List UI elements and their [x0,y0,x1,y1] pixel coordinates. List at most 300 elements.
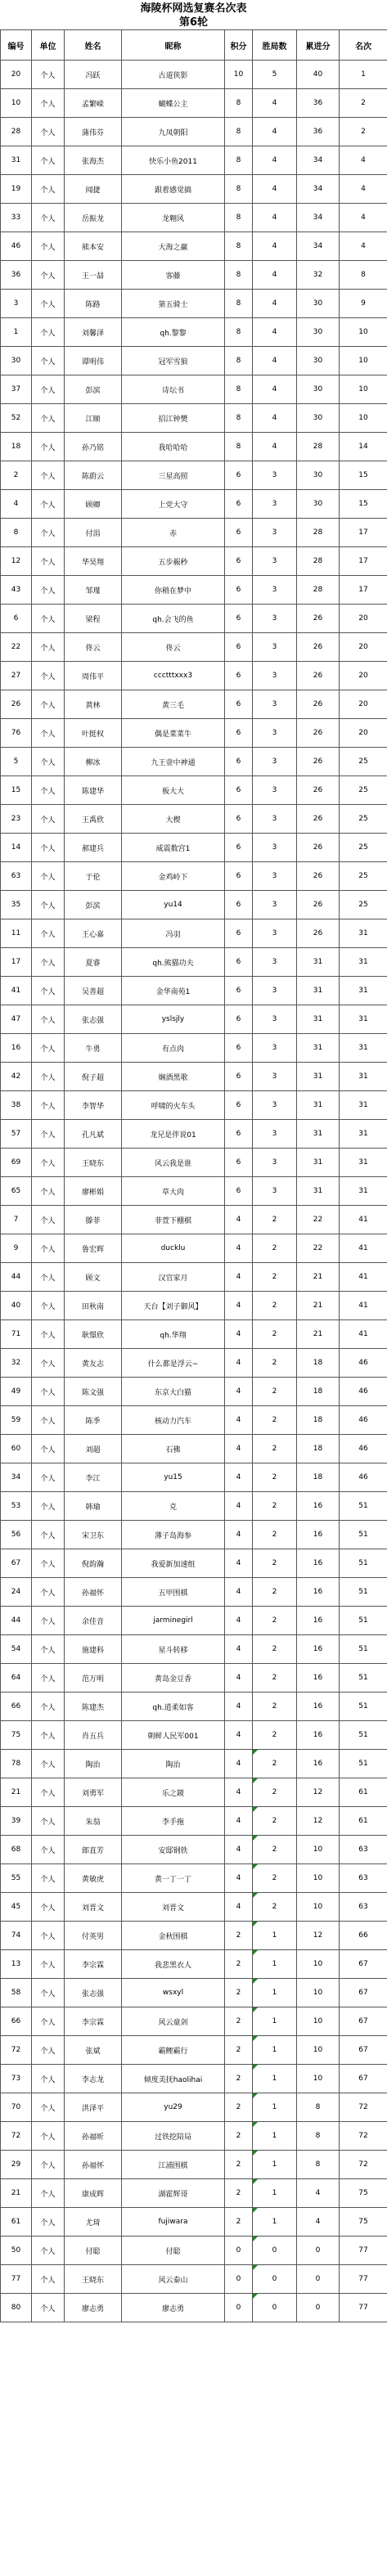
cell-id: 2 [1,461,32,490]
cell-rank: 15 [340,461,387,490]
cell-name: 梁程 [65,605,122,633]
cell-unit: 个人 [32,175,65,204]
cell-cumulative: 30 [297,375,340,404]
table-row [1,2294,387,2322]
cell-rank: 20 [340,605,387,633]
table-row [1,2065,387,2093]
cell-points: 6 [225,948,253,977]
cell-rank: 31 [340,1005,387,1034]
cell-points: 6 [225,862,253,891]
cell-wins: 3 [253,805,297,834]
cell-wins: 2 [253,1378,297,1406]
cell-unit: 个人 [32,776,65,805]
cell-points: 6 [225,748,253,776]
cell-points: 4 [225,1750,253,1778]
cell-rank: 41 [340,1320,387,1349]
cell-rank: 51 [340,1549,387,1578]
cell-nickname: 风云童剑 [122,2007,225,2036]
cell-rank: 4 [340,232,387,261]
cell-wins: 4 [253,146,297,175]
cell-id: 61 [1,2208,32,2237]
cell-id: 5 [1,748,32,776]
cell-nickname: 冯羽 [122,919,225,948]
cell-cumulative: 16 [297,1578,340,1607]
cell-wins: 1 [253,2151,297,2179]
table-row [1,290,387,318]
cell-nickname: wsxyl [122,1979,225,2007]
cell-id: 26 [1,690,32,719]
cell-id: 1 [1,318,32,347]
cell-points: 4 [225,1893,253,1922]
cell-rank: 41 [340,1263,387,1292]
cell-id: 27 [1,662,32,690]
cell-id: 54 [1,1635,32,1664]
cell-wins: 3 [253,576,297,605]
cell-rank: 75 [340,2208,387,2237]
table-row [1,662,387,690]
round-subtitle: 第6轮 [178,16,209,29]
cell-unit: 个人 [32,1778,65,1807]
cell-id: 33 [1,204,32,232]
cell-cumulative: 0 [297,2294,340,2322]
cell-name: 陶治 [65,1750,122,1778]
cell-cumulative: 26 [297,891,340,919]
cell-unit: 个人 [32,519,65,547]
cell-cumulative: 26 [297,748,340,776]
cell-points: 4 [225,1693,253,1721]
cell-name: 康成辉 [65,2179,122,2208]
cell-cumulative: 16 [297,1549,340,1578]
cell-unit: 个人 [32,1950,65,1979]
cell-points: 4 [225,1836,253,1864]
cell-name: 付英男 [65,1922,122,1950]
table-row [1,977,387,1005]
cell-id: 41 [1,977,32,1005]
cell-cumulative: 32 [297,261,340,290]
cell-points: 4 [225,1549,253,1578]
col-header-nickname: 昵称 [122,30,225,61]
cell-wins: 4 [253,404,297,433]
cell-wins: 5 [253,61,297,89]
table-row [1,1950,387,1979]
cell-nickname: 冠军雪狼 [122,347,225,375]
table-row [1,719,387,748]
table-row [1,118,387,146]
cell-points: 2 [225,2208,253,2237]
cell-id: 50 [1,2237,32,2265]
cell-points: 6 [225,1091,253,1120]
cell-points: 4 [225,1521,253,1549]
cell-name: 鲁宏辉 [65,1234,122,1263]
cell-cumulative: 18 [297,1435,340,1463]
cell-unit: 个人 [32,1149,65,1177]
cell-cumulative: 10 [297,2065,340,2093]
cell-wins: 2 [253,1320,297,1349]
cell-unit: 个人 [32,2179,65,2208]
cell-id: 58 [1,1979,32,2007]
cell-rank: 25 [340,891,387,919]
cell-unit: 个人 [32,404,65,433]
cell-name: 谭明伟 [65,347,122,375]
cell-nickname: 黄三毛 [122,690,225,719]
cell-points: 8 [225,146,253,175]
cell-points: 6 [225,1149,253,1177]
col-header-id: 编号 [1,30,32,61]
cell-name: 倪子超 [65,1063,122,1091]
cell-name: 王心嘉 [65,919,122,948]
table-row [1,1549,387,1578]
cell-unit: 个人 [32,662,65,690]
cell-cumulative: 10 [297,2036,340,2065]
cell-cumulative: 16 [297,1664,340,1693]
cell-wins: 3 [253,461,297,490]
cell-wins: 3 [253,719,297,748]
cell-id: 75 [1,1721,32,1750]
cell-wins: 3 [253,919,297,948]
cell-nickname: 星斗转移 [122,1635,225,1664]
cell-unit: 个人 [32,1435,65,1463]
cell-id: 70 [1,2093,32,2122]
cell-rank: 8 [340,261,387,290]
cell-wins: 3 [253,748,297,776]
cell-unit: 个人 [32,547,65,576]
cell-id: 30 [1,347,32,375]
cell-nickname: 风云泰山 [122,2265,225,2294]
cell-wins: 2 [253,1234,297,1263]
cell-id: 52 [1,404,32,433]
cell-name: 孙福昕 [65,2122,122,2151]
cell-nickname: yslsjly [122,1005,225,1034]
cell-nickname: 汉官家月 [122,1263,225,1292]
cell-rank: 31 [340,948,387,977]
table-row [1,1149,387,1177]
cell-id: 44 [1,1607,32,1635]
cell-cumulative: 10 [297,1950,340,1979]
cell-id: 34 [1,1463,32,1492]
cell-id: 3 [1,290,32,318]
table-row [1,1664,387,1693]
cell-unit: 个人 [32,633,65,662]
cell-wins: 2 [253,1549,297,1578]
cell-id: 47 [1,1005,32,1034]
cell-points: 8 [225,204,253,232]
cell-points: 8 [225,318,253,347]
cell-unit: 个人 [32,1549,65,1578]
cell-unit: 个人 [32,1721,65,1750]
cell-id: 10 [1,89,32,118]
cell-id: 19 [1,175,32,204]
table-row [1,1721,387,1750]
cell-nickname: 佟云 [122,633,225,662]
table-row [1,862,387,891]
cell-name: 孙乃铭 [65,433,122,461]
cell-cumulative: 31 [297,1063,340,1091]
cell-unit: 个人 [32,1492,65,1521]
cell-points: 6 [225,977,253,1005]
cell-nickname: 乐之鏡 [122,1778,225,1807]
cell-rank: 51 [340,1578,387,1607]
cell-rank: 17 [340,519,387,547]
cell-id: 35 [1,891,32,919]
col-header-points: 积分 [225,30,253,61]
cell-cumulative: 16 [297,1492,340,1521]
cell-wins: 1 [253,2093,297,2122]
cell-id: 64 [1,1664,32,1693]
cell-wins: 2 [253,1836,297,1864]
table-row [1,2151,387,2179]
cell-nickname: 娴酒黑歌 [122,1063,225,1091]
cell-points: 4 [225,1463,253,1492]
table-row [1,404,387,433]
cell-id: 69 [1,1149,32,1177]
cell-nickname: 我爱新加速组 [122,1549,225,1578]
cell-wins: 2 [253,1206,297,1234]
cell-rank: 15 [340,490,387,519]
cell-nickname: 有点肉 [122,1034,225,1063]
ranking-table [0,29,387,2322]
table-row [1,2237,387,2265]
cell-points: 0 [225,2237,253,2265]
cell-id: 80 [1,2294,32,2322]
cell-nickname: ccctttxxx3 [122,662,225,690]
cell-name: 黄敏虎 [65,1864,122,1893]
cell-cumulative: 18 [297,1349,340,1378]
cell-id: 28 [1,118,32,146]
table-row [1,1693,387,1721]
cell-unit: 个人 [32,89,65,118]
cell-name: 陈建华 [65,776,122,805]
cell-rank: 25 [340,748,387,776]
cell-points: 2 [225,2036,253,2065]
cell-cumulative: 8 [297,2093,340,2122]
cell-nickname: 陶治 [122,1750,225,1778]
cell-nickname: 石佛 [122,1435,225,1463]
cell-id: 6 [1,605,32,633]
cell-id: 17 [1,948,32,977]
cell-unit: 个人 [32,919,65,948]
cell-id: 8 [1,519,32,547]
table-row [1,919,387,948]
cell-points: 4 [225,1635,253,1664]
cell-nickname: 湖霍辉哥 [122,2179,225,2208]
cell-cumulative: 30 [297,461,340,490]
cell-name: 李宗霖 [65,1950,122,1979]
cell-nickname: qh.黎黎 [122,318,225,347]
table-row [1,519,387,547]
table-row [1,318,387,347]
cell-wins: 3 [253,1120,297,1149]
cell-cumulative: 31 [297,1091,340,1120]
cell-nickname: 倾度美抚haolihai [122,2065,225,2093]
table-row [1,1492,387,1521]
table-row [1,834,387,862]
cell-wins: 2 [253,1607,297,1635]
cell-unit: 个人 [32,204,65,232]
cell-id: 18 [1,433,32,461]
cell-unit: 个人 [32,61,65,89]
cell-cumulative: 4 [297,2208,340,2237]
cell-cumulative: 18 [297,1463,340,1492]
cell-points: 2 [225,2093,253,2122]
cell-nickname: 黄一丁一丁 [122,1864,225,1893]
cell-id: 43 [1,576,32,605]
cell-rank: 63 [340,1864,387,1893]
cell-nickname: 赤 [122,519,225,547]
cell-wins: 2 [253,1693,297,1721]
cell-rank: 10 [340,404,387,433]
cell-cumulative: 28 [297,547,340,576]
table-row [1,1578,387,1607]
cell-unit: 个人 [32,977,65,1005]
cell-name: 朱翁 [65,1807,122,1836]
col-header-rank: 名次 [340,30,387,61]
cell-unit: 个人 [32,2265,65,2294]
cell-name: 李江 [65,1463,122,1492]
cell-rank: 51 [340,1664,387,1693]
cell-rank: 46 [340,1378,387,1406]
cell-cumulative: 16 [297,1750,340,1778]
cell-unit: 个人 [32,1607,65,1635]
cell-unit: 个人 [32,290,65,318]
cell-id: 53 [1,1492,32,1521]
cell-id: 4 [1,490,32,519]
table-row [1,748,387,776]
cell-nickname: 菲萱下棚棋 [122,1206,225,1234]
page-title: 海陵杯网选复赛名次表 [140,2,247,15]
cell-name: 刘超 [65,1435,122,1463]
cell-cumulative: 26 [297,805,340,834]
cell-cumulative: 10 [297,1864,340,1893]
cell-unit: 个人 [32,261,65,290]
cell-rank: 20 [340,690,387,719]
cell-rank: 72 [340,2151,387,2179]
cell-wins: 1 [253,2036,297,2065]
cell-cumulative: 12 [297,1922,340,1950]
cell-name: 张志强 [65,1979,122,2007]
cell-name: 付聪 [65,2237,122,2265]
cell-id: 78 [1,1750,32,1778]
table-row [1,175,387,204]
cell-rank: 67 [340,1979,387,2007]
cell-rank: 41 [340,1292,387,1320]
cell-nickname: 威震数宫1 [122,834,225,862]
cell-points: 4 [225,1778,253,1807]
cell-unit: 个人 [32,347,65,375]
cell-cumulative: 34 [297,175,340,204]
cell-cumulative: 26 [297,776,340,805]
cell-points: 6 [225,805,253,834]
cell-rank: 46 [340,1463,387,1492]
table-row [1,1807,387,1836]
cell-nickname: 九凤朝阳 [122,118,225,146]
cell-wins: 3 [253,1063,297,1091]
cell-nickname: 诗坛书 [122,375,225,404]
cell-cumulative: 28 [297,576,340,605]
cell-id: 7 [1,1206,32,1234]
cell-points: 2 [225,2007,253,2036]
cell-wins: 1 [253,1950,297,1979]
cell-id: 56 [1,1521,32,1549]
cell-name: 岳振龙 [65,204,122,232]
cell-rank: 75 [340,2179,387,2208]
cell-wins: 2 [253,1578,297,1607]
table-row [1,347,387,375]
cell-nickname: 克 [122,1492,225,1521]
cell-id: 12 [1,547,32,576]
cell-nickname: 第五骑士 [122,290,225,318]
cell-name: 江顺 [65,404,122,433]
cell-name: 孙福怀 [65,2151,122,2179]
cell-id: 71 [1,1320,32,1349]
cell-nickname: 朝鲜人民军001 [122,1721,225,1750]
cell-nickname: 板大大 [122,776,225,805]
cell-wins: 1 [253,2179,297,2208]
cell-id: 57 [1,1120,32,1149]
cell-wins: 2 [253,1406,297,1435]
cell-points: 8 [225,232,253,261]
cell-rank: 10 [340,375,387,404]
cell-rank: 51 [340,1721,387,1750]
cell-nickname: qh.熊猫功夫 [122,948,225,977]
cell-name: 孔凡斌 [65,1120,122,1149]
cell-rank: 41 [340,1234,387,1263]
cell-nickname: 三星高照 [122,461,225,490]
cell-name: 肖五兵 [65,1721,122,1750]
cell-rank: 2 [340,118,387,146]
table-row [1,1263,387,1292]
table-row [1,1463,387,1492]
cell-nickname: 快乐小鱼2011 [122,146,225,175]
cell-name: 倪韵瀚 [65,1549,122,1578]
cell-cumulative: 31 [297,1034,340,1063]
table-row [1,2122,387,2151]
cell-rank: 67 [340,2007,387,2036]
cell-points: 4 [225,1320,253,1349]
cell-unit: 个人 [32,690,65,719]
cell-rank: 31 [340,977,387,1005]
cell-nickname: 九王壹中神通 [122,748,225,776]
cell-rank: 31 [340,1091,387,1120]
table-row [1,547,387,576]
cell-rank: 51 [340,1521,387,1549]
cell-rank: 31 [340,1177,387,1206]
cell-name: 张斌 [65,2036,122,2065]
cell-nickname: 天台【刘子御风】 [122,1292,225,1320]
cell-nickname: 蝴蝶公主 [122,89,225,118]
table-row [1,61,387,89]
cell-nickname: yu14 [122,891,225,919]
cell-points: 8 [225,347,253,375]
cell-cumulative: 30 [297,490,340,519]
cell-cumulative: 21 [297,1292,340,1320]
cell-nickname: fujiwara [122,2208,225,2237]
cell-nickname: 什么都是浮云~ [122,1349,225,1378]
table-row [1,1406,387,1435]
cell-wins: 4 [253,290,297,318]
cell-unit: 个人 [32,1034,65,1063]
cell-unit: 个人 [32,1578,65,1607]
table-row [1,1607,387,1635]
cell-rank: 72 [340,2122,387,2151]
cell-points: 2 [225,1950,253,1979]
cell-wins: 2 [253,1864,297,1893]
cell-unit: 个人 [32,1063,65,1091]
cell-rank: 9 [340,290,387,318]
cell-wins: 2 [253,1435,297,1463]
cell-id: 74 [1,1922,32,1950]
cell-nickname: 偶是菜菜牛 [122,719,225,748]
table-row [1,1034,387,1063]
